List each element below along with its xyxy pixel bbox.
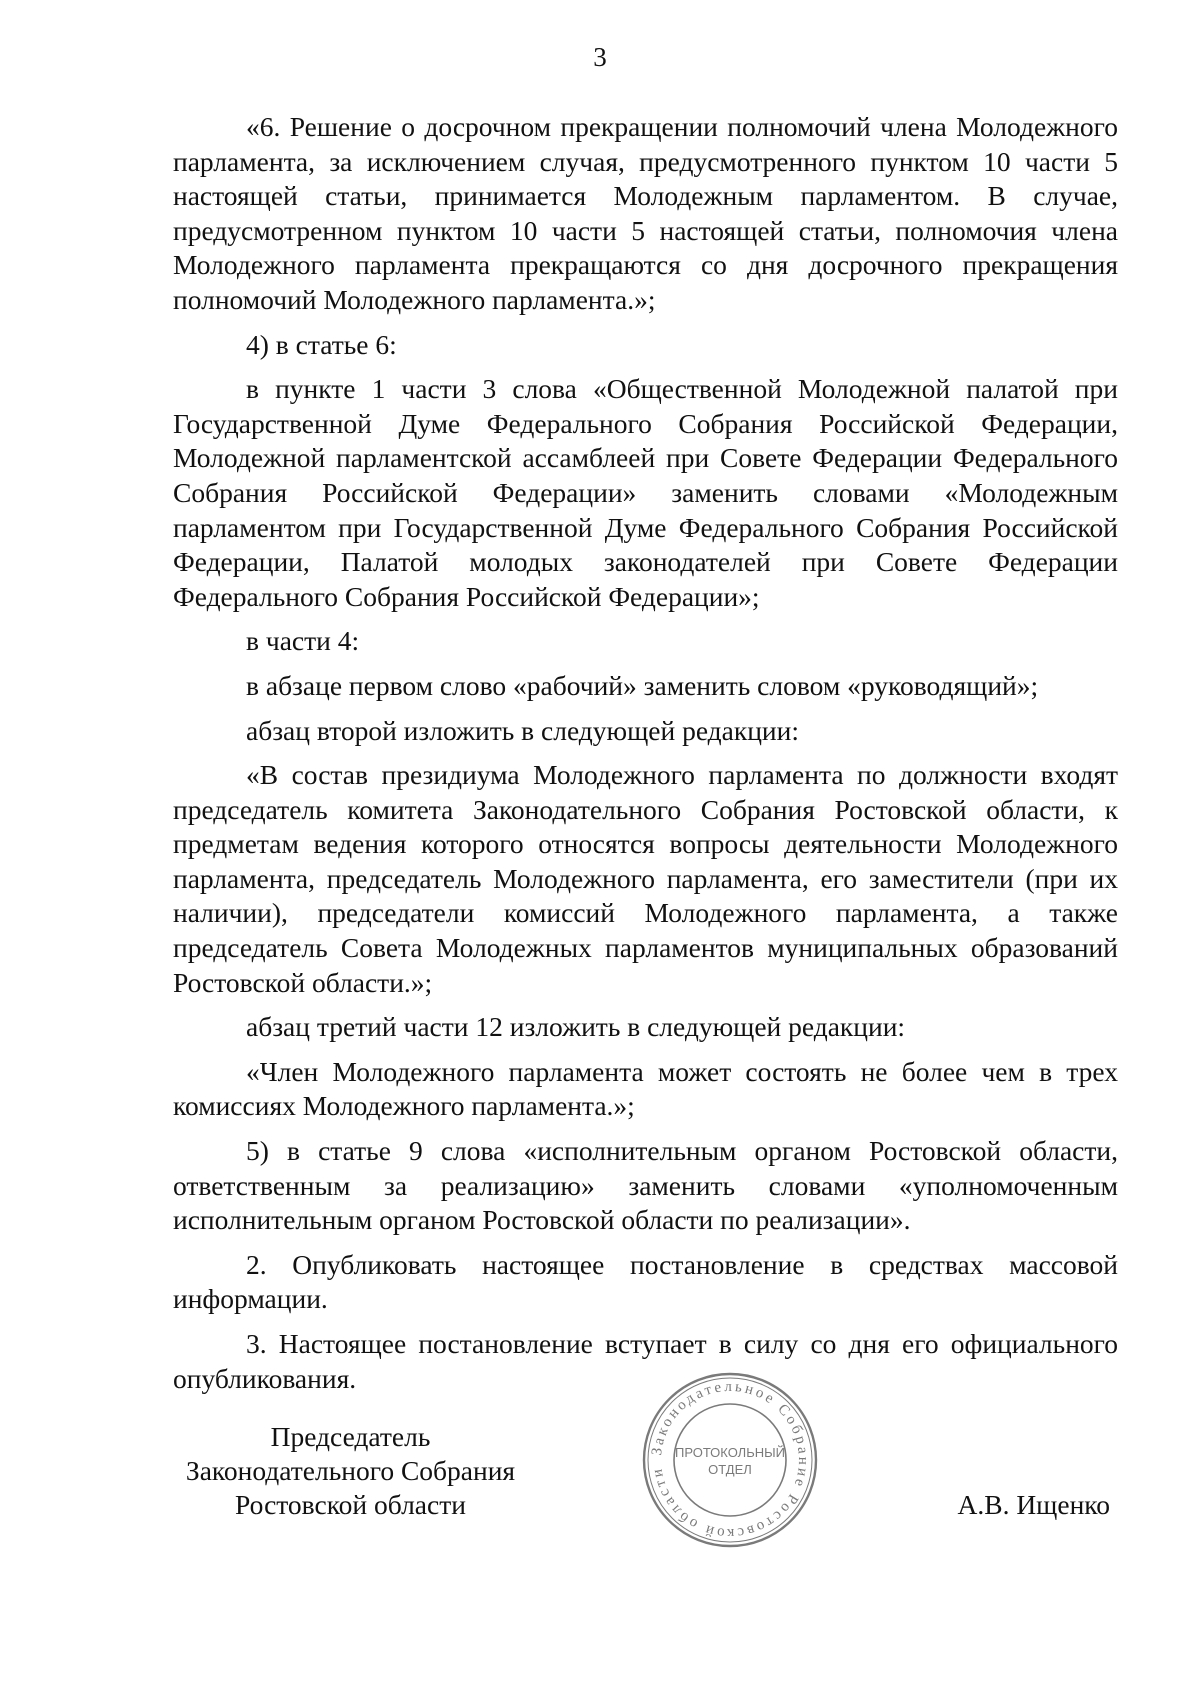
paragraph-2: 4) в статье 6: xyxy=(246,328,397,360)
stamp-outer-ring xyxy=(644,1374,816,1546)
document-body xyxy=(173,110,1118,1406)
paragraph-6: абзац второй изложить в следующей редакции: xyxy=(246,714,800,746)
paragraph-12: 3. Настоящее постановление вступает в силу со дня его официального опубликования. xyxy=(173,1328,1118,1394)
signer-title-line-3: Ростовской области xyxy=(235,1489,466,1520)
page-number: 3 xyxy=(593,42,607,72)
stamp-outer-ring-inner xyxy=(648,1378,812,1542)
paragraph-11: 2. Опубликовать настоящее постановление в средствах массовой информации. xyxy=(173,1248,1118,1315)
paragraph-3: в пункте 1 части 3 слова «Общественной Молодежной палатой при Государственной Думе Федерального Собрания Российской Федерации, Молодежной парламентской ассамблеей при Совете Федерации Федерального Собрания Российской Федерации» заменить словами «Молодежным парламентом при Государственной Думе Федерального Собрания Российской Федерации, Палатой молодых законодателей при Совете Федерации Федерального Собрания Российской Федерации»; xyxy=(173,373,1118,612)
paragraph-10: 5) в статье 9 слова «исполнительным органом Ростовской области, ответственным за реализацию» заменить словами «уполномоченным исполнительным органом Ростовской области по реализации». xyxy=(173,1135,1118,1236)
stamp-inner-ring xyxy=(674,1404,786,1516)
paragraph-7: «В состав президиума Молодежного парламента по должности входят председатель комитета Законодательного Собрания Ростовской области, к предметам ведения которого относятся вопросы деятельности Молодежного парламента, председатель Молодежного парламента, его заместители (при их наличии), председатели комиссий Молодежного парламента, а также председатель Совета Молодежных парламентов муниципальных образований Ростовской области.»; xyxy=(173,759,1118,998)
paragraph-5: в абзаце первом слово «рабочий» заменить словом «руководящий»; xyxy=(246,669,1039,701)
stamp-inner-text-1: ПРОТОКОЛЬНЫЙ xyxy=(674,1445,786,1460)
signer-title-line-2: Законодательного Собрания xyxy=(185,1455,516,1486)
signer-title xyxy=(173,1420,528,1522)
signer-title-line-1: Председатель xyxy=(270,1421,431,1452)
paragraph-9: «Член Молодежного парламента может состоять не более чем в трех комиссиях Молодежного парламента.»; xyxy=(173,1055,1118,1122)
signature-block xyxy=(173,1378,1118,1590)
stamp-ring-text-path: Законодательное Собрание Ростовской области xyxy=(649,1378,812,1542)
signer-name: А.В. Ищенко xyxy=(957,1489,1110,1520)
paragraph-4: в части 4: xyxy=(246,625,360,657)
stamp-inner-text-2: ОТДЕЛ xyxy=(708,1462,752,1477)
paragraph-8: абзац третий части 12 изложить в следующей редакции: xyxy=(246,1011,906,1043)
official-stamp-seal xyxy=(640,1370,820,1550)
paragraph-1: «6. Решение о досрочном прекращении полномочий члена Молодежного парламента, за исключением случая, предусмотренного пунктом 10 части 5 настоящей статьи, принимается Молодежным парламентом. В случае, предусмотренном пунктом 10 части 5 настоящей статьи, полномочия члена Молодежного парламента прекращаются со дня досрочного прекращения полномочий Молодежного парламента.»; xyxy=(173,111,1118,315)
